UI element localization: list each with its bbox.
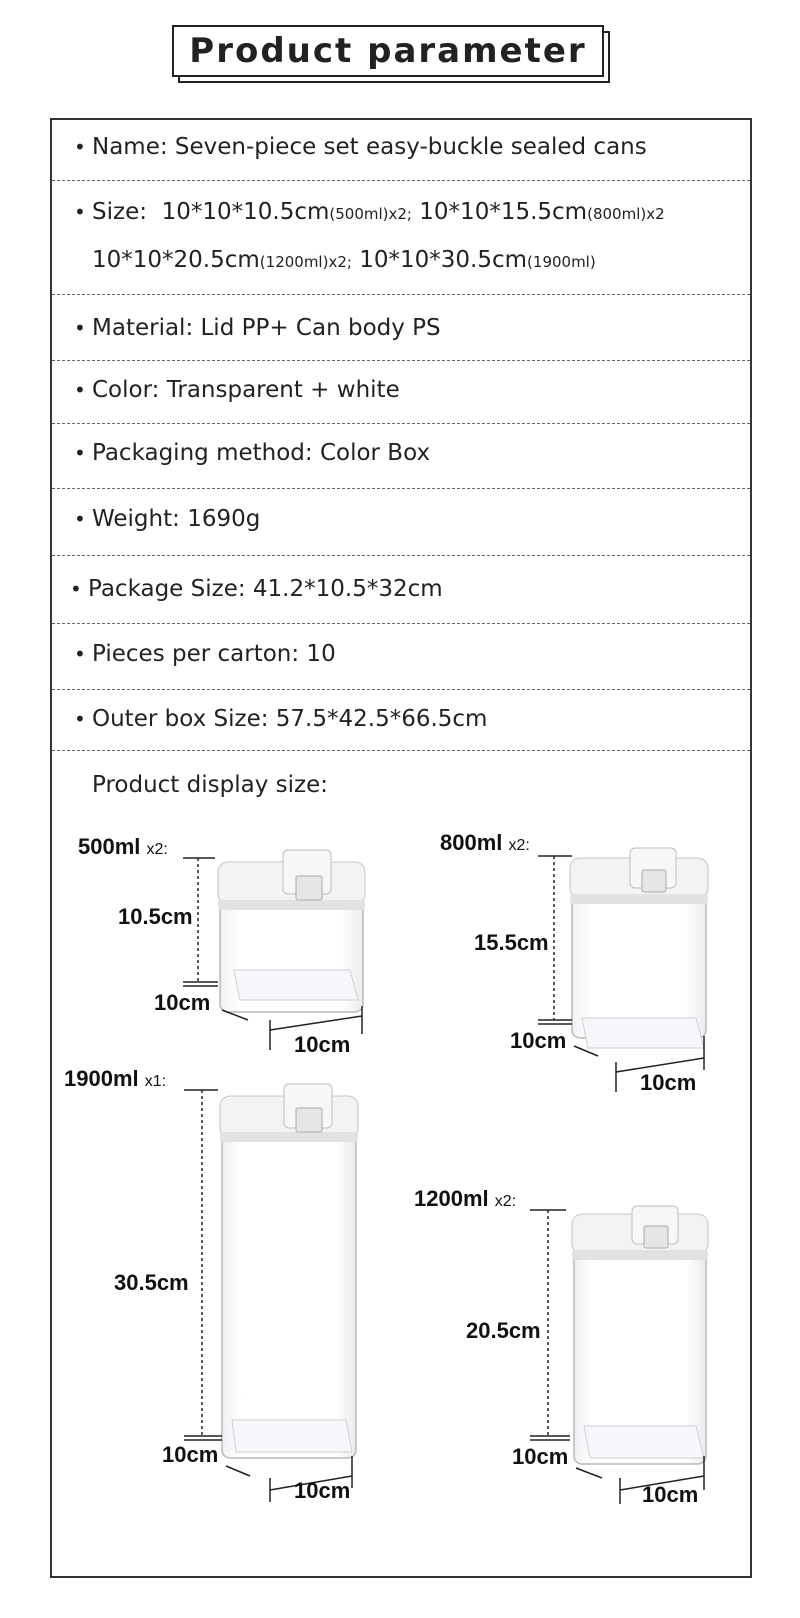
- jar-1200ml: [572, 1206, 708, 1464]
- jar-800ml-height-label: 15.5cm: [474, 930, 549, 955]
- jar-800ml: [570, 848, 708, 1048]
- jar-500ml-height-label: 10.5cm: [118, 904, 193, 929]
- jar-1900ml-width-label: 10cm: [294, 1478, 351, 1503]
- jar-1200ml-capacity-label: 1200ml x2:: [414, 1186, 517, 1211]
- bullet: •: [74, 642, 86, 666]
- bullet: •: [74, 135, 86, 159]
- jar-500ml-depth-label: 10cm: [154, 990, 211, 1015]
- bullet: •: [74, 707, 86, 731]
- bullet: •: [74, 441, 86, 465]
- size-label: Size:: [92, 199, 147, 225]
- bullet: •: [70, 577, 82, 601]
- param-color-text: Color: Transparent + white: [92, 377, 400, 403]
- jar-1900ml-depth-label: 10cm: [162, 1442, 219, 1467]
- param-outer-box-text: Outer box Size: 57.5*42.5*66.5cm: [92, 706, 488, 732]
- jar-1900ml: [220, 1084, 358, 1458]
- param-package-size-text: Package Size: 41.2*10.5*32cm: [88, 576, 443, 602]
- bullet: •: [74, 316, 86, 340]
- jar-800ml-depth-label: 10cm: [510, 1028, 567, 1053]
- size-1200-dims: 10*10*20.5cm: [92, 247, 260, 273]
- jar-800ml-capacity-label: 800ml x2:: [440, 830, 530, 855]
- bullet: •: [74, 378, 86, 402]
- size-800-dims: 10*10*15.5cm: [411, 199, 588, 225]
- jar-1200ml-width-label: 10cm: [642, 1482, 699, 1507]
- page-title: Product parameter: [189, 31, 587, 71]
- jar-1900ml-capacity-label: 1900ml x1:: [64, 1066, 167, 1091]
- param-pieces-text: Pieces per carton: 10: [92, 641, 336, 667]
- bullet: •: [74, 200, 86, 224]
- param-weight-text: Weight: 1690g: [92, 506, 261, 532]
- jar-500ml-width-label: 10cm: [294, 1032, 351, 1057]
- jar-1200ml-depth-label: 10cm: [512, 1444, 569, 1469]
- param-material-text: Material: Lid PP+ Can body PS: [92, 315, 441, 341]
- jar-1900ml-height-label: 30.5cm: [114, 1270, 189, 1295]
- jar-500ml: [218, 850, 365, 1012]
- jar-500ml-capacity-label: 500ml x2:: [78, 834, 168, 859]
- jar-800ml-width-label: 10cm: [640, 1070, 697, 1095]
- param-name-text: Name: Seven-piece set easy-buckle sealed cans: [92, 134, 647, 160]
- bullet: •: [74, 507, 86, 531]
- size-500-dims: 10*10*10.5cm: [161, 199, 330, 225]
- jar-1200ml-height-label: 20.5cm: [466, 1318, 541, 1343]
- size-1200-capacity: (1200ml)x2;: [259, 253, 352, 271]
- display-size-label: Product display size:: [92, 772, 328, 798]
- size-500-capacity: (500ml)x2;: [329, 205, 412, 223]
- size-800-capacity: (800ml)x2: [587, 205, 665, 223]
- size-1900-capacity: (1900ml): [527, 253, 596, 271]
- size-1900-dims: 10*10*30.5cm: [351, 247, 528, 273]
- param-packaging-text: Packaging method: Color Box: [92, 440, 431, 466]
